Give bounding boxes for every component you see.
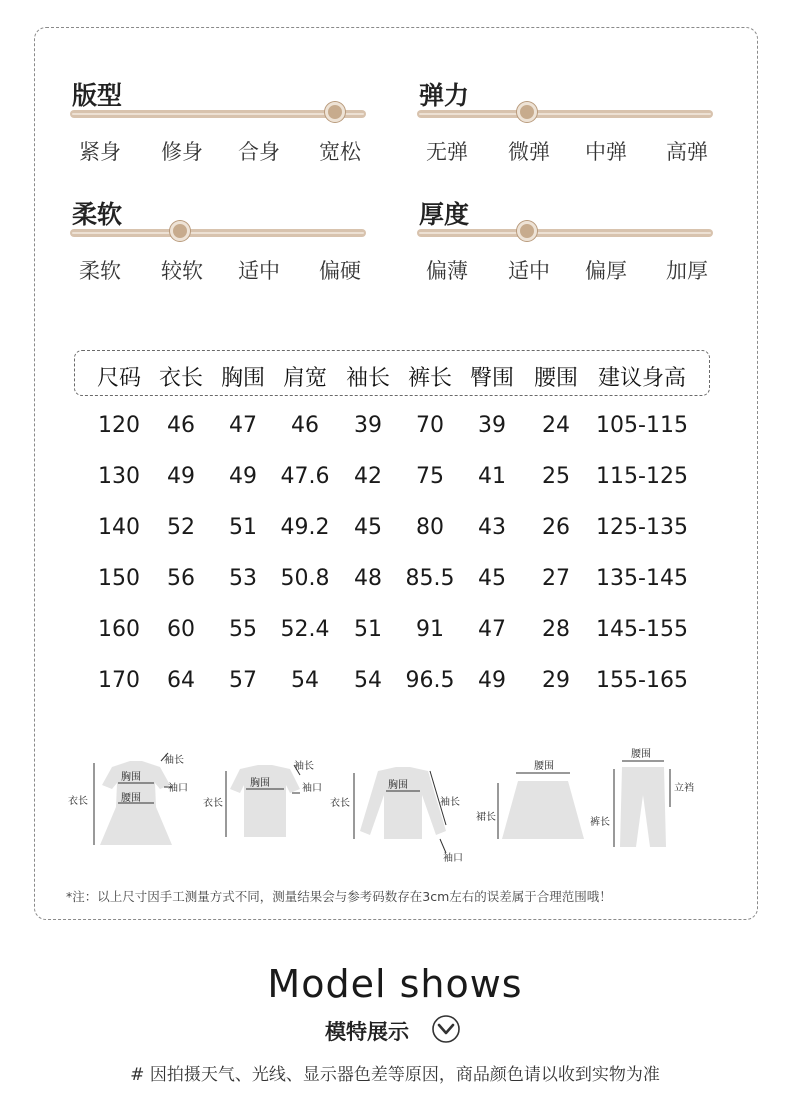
scale-option: 高弹 (666, 140, 708, 164)
table-cell: 91 (416, 617, 444, 642)
scale-option: 偏硬 (319, 259, 361, 283)
table-cell: 27 (542, 566, 570, 591)
table-cell: 56 (167, 566, 195, 591)
tshirt-chest-label: 胸围 (250, 778, 270, 789)
table-cell: 43 (478, 515, 506, 540)
scale-option: 偏厚 (585, 259, 627, 283)
pants-rise-label: 立裆 (674, 783, 694, 794)
table-header-cell: 建议身高 (597, 366, 687, 391)
table-cell: 49 (229, 464, 257, 489)
pants-diagram (590, 748, 694, 847)
scale-option: 适中 (508, 259, 550, 283)
pants-length-label: 裤长 (590, 817, 610, 828)
table-cell: 54 (354, 668, 382, 693)
table-cell: 39 (478, 413, 506, 438)
table-cell: 49 (478, 668, 506, 693)
dress-diagram (68, 753, 188, 845)
scale-option: 加厚 (666, 259, 708, 283)
color-disclaimer: # 因拍摄天气、光线、显示器色差等原因，商品颜色请以收到实物为准 (130, 1065, 660, 1085)
table-cell: 52.4 (280, 617, 330, 642)
model-title: Model shows (267, 962, 523, 1006)
table-cell: 57 (229, 668, 257, 693)
table-header-cell: 胸围 (220, 366, 266, 391)
scale-option: 合身 (238, 140, 280, 164)
table-cell: 50.8 (280, 566, 330, 591)
scale-option: 较软 (161, 259, 203, 283)
table-cell: 53 (229, 566, 257, 591)
tshirt-sleeve-label: 袖长 (294, 761, 314, 772)
table-header-cell: 腰围 (533, 366, 579, 391)
table-cell: 160 (98, 617, 140, 642)
measurement-note: *注：以上尺寸因手工测量方式不同，测量结果会与参考码数存在3cm左右的误差属于合理范围哦！ (66, 889, 612, 904)
table-cell: 135-145 (596, 566, 688, 591)
table-header-cell: 裤长 (407, 366, 453, 391)
table-cell: 51 (354, 617, 382, 642)
sweater-sleeve-label: 袖长 (440, 797, 460, 808)
table-cell: 24 (542, 413, 570, 438)
table-cell: 51 (229, 515, 257, 540)
scale-knob (170, 221, 190, 241)
table-cell: 49 (167, 464, 195, 489)
scale-option: 修身 (161, 140, 203, 164)
scale-option: 偏薄 (426, 259, 468, 283)
skirt-diagram (476, 760, 584, 839)
table-cell: 96.5 (405, 668, 455, 693)
table-cell: 47 (229, 413, 257, 438)
table-cell: 54 (291, 668, 319, 693)
table-cell: 41 (478, 464, 506, 489)
table-cell: 29 (542, 668, 570, 693)
scale-option: 适中 (238, 259, 280, 283)
table-cell: 75 (416, 464, 444, 489)
scale-title: 柔软 (72, 200, 123, 229)
scale-knob (517, 221, 537, 241)
scale-option: 紧身 (79, 140, 121, 164)
table-header-cell: 衣长 (158, 366, 204, 391)
table-cell: 45 (354, 515, 382, 540)
table-cell: 52 (167, 515, 195, 540)
pants-waist-label: 腰围 (631, 749, 651, 760)
table-cell: 170 (98, 668, 140, 693)
sweater-length-label: 衣长 (330, 798, 350, 809)
scale-option: 中弹 (585, 140, 627, 164)
skirt-length-label: 裙长 (476, 812, 496, 823)
sweater-cuff-label: 袖口 (443, 853, 463, 864)
scale-track (70, 110, 366, 118)
model-subtitle: 模特展示 (325, 1020, 409, 1044)
table-cell: 48 (354, 566, 382, 591)
dress-length-label: 衣长 (68, 796, 88, 807)
table-cell: 105-115 (596, 413, 688, 438)
scale-track (417, 229, 713, 237)
table-cell: 25 (542, 464, 570, 489)
table-cell: 70 (416, 413, 444, 438)
table-cell: 115-125 (596, 464, 688, 489)
scale-knob (517, 102, 537, 122)
tshirt-length-label: 衣长 (203, 798, 223, 809)
scale-knob (325, 102, 345, 122)
table-cell: 145-155 (596, 617, 688, 642)
table-cell: 60 (167, 617, 195, 642)
table-cell: 130 (98, 464, 140, 489)
scale-track (417, 110, 713, 118)
table-cell: 45 (478, 566, 506, 591)
skirt-waist-label: 腰围 (534, 761, 554, 772)
scale-option: 无弹 (426, 140, 468, 164)
scale-option: 宽松 (319, 140, 361, 164)
sweater-diagram (330, 767, 463, 864)
table-cell: 125-135 (596, 515, 688, 540)
table-cell: 85.5 (405, 566, 455, 591)
chevron-down-icon (431, 1014, 461, 1044)
table-cell: 28 (542, 617, 570, 642)
table-cell: 140 (98, 515, 140, 540)
table-cell: 46 (291, 413, 319, 438)
dress-sleeve-label: 袖长 (164, 755, 184, 766)
table-cell: 47.6 (280, 464, 330, 489)
table-cell: 120 (98, 413, 140, 438)
table-cell: 150 (98, 566, 140, 591)
table-header-cell: 尺码 (96, 366, 142, 391)
table-cell: 64 (167, 668, 195, 693)
scale-title: 版型 (72, 81, 123, 110)
scale-option: 柔软 (79, 259, 121, 283)
table-cell: 80 (416, 515, 444, 540)
scale-option: 微弹 (508, 140, 550, 164)
table-cell: 49.2 (280, 515, 330, 540)
table-cell: 42 (354, 464, 382, 489)
dress-waist-label: 腰围 (121, 793, 141, 804)
scale-track (70, 229, 366, 237)
table-cell: 55 (229, 617, 257, 642)
table-cell: 155-165 (596, 668, 688, 693)
dress-chest-label: 胸围 (121, 772, 141, 783)
scale-title: 厚度 (419, 200, 470, 229)
dress-cuff-label: 袖口 (168, 783, 188, 794)
sweater-chest-label: 胸围 (388, 780, 408, 791)
tshirt-cuff-label: 袖口 (302, 783, 322, 794)
table-cell: 47 (478, 617, 506, 642)
scale-title: 弹力 (419, 81, 470, 110)
table-cell: 46 (167, 413, 195, 438)
measurement-diagrams (60, 745, 740, 870)
table-header-cell: 肩宽 (282, 366, 328, 391)
table-cell: 39 (354, 413, 382, 438)
table-header-cell: 袖长 (345, 366, 391, 391)
table-header-cell: 臀围 (469, 366, 515, 391)
tshirt-diagram (203, 759, 322, 837)
table-cell: 26 (542, 515, 570, 540)
